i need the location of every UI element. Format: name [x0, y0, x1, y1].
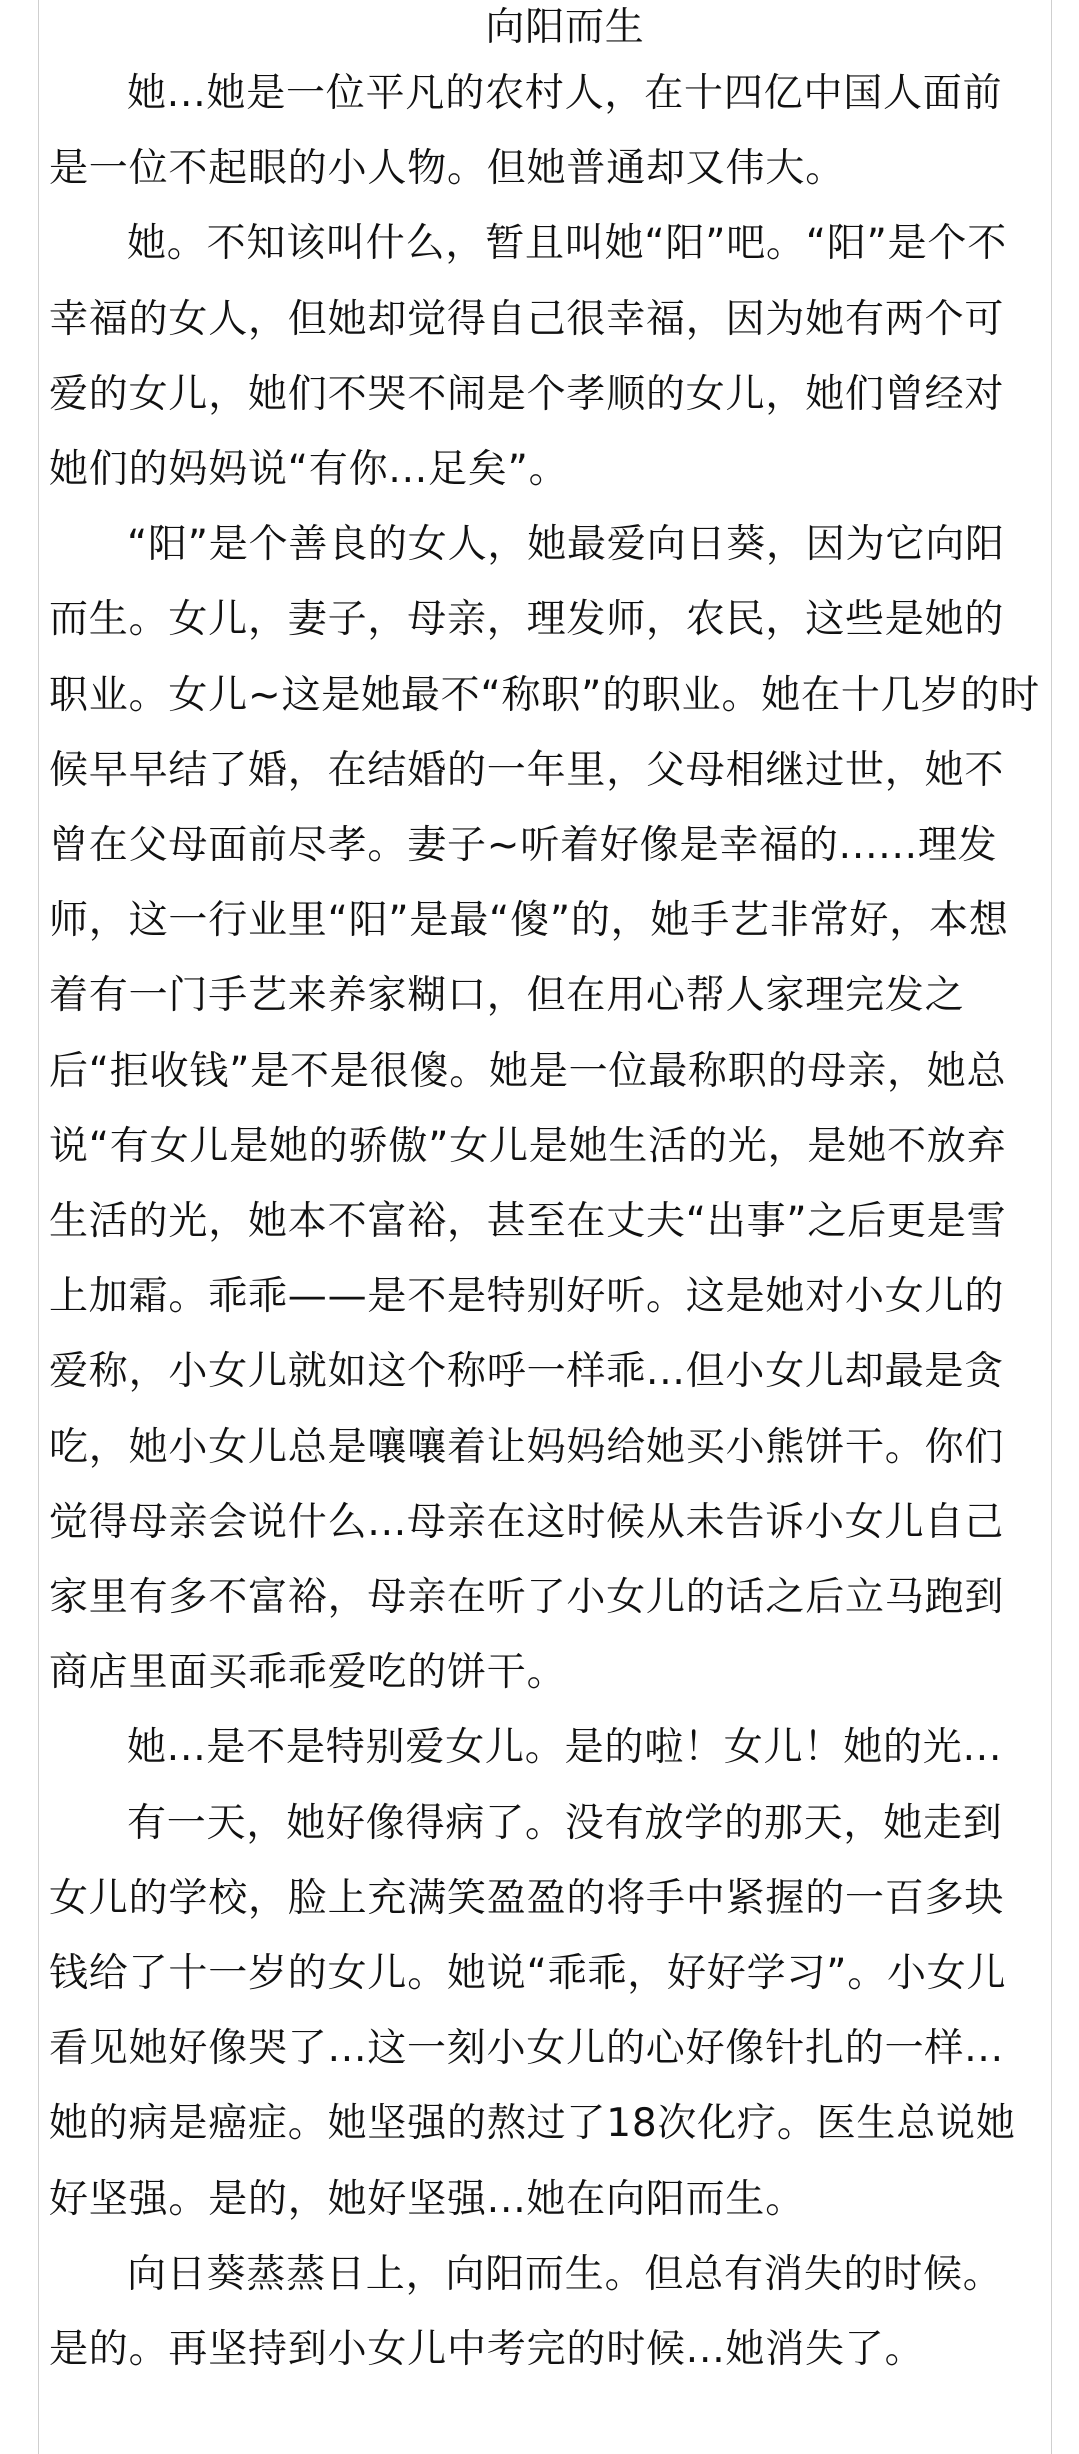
article-title: 向阳而生 [485, 5, 645, 50]
paragraph-2: 她。不知该叫什么，暂且叫她“阳”吧。“阳”是个不幸福的女人，但她却觉得自己很幸福，因为她有两个可爱的女儿，她们不哭不闹是个孝顺的女儿，她们曾经对她们的妈妈说“有你...足矣”。 [49, 221, 1008, 493]
paragraph-3: “阳”是个善良的女人，她最爱向日葵，因为它向阳而生。女儿，妻子，母亲，理发师，农民，这些是她的职业。女儿~这是她最不“称职”的职业。她在十几岁的时候早早结了婚，在结婚的一年里，父母相继过世，她不曾在父母面前尽孝。妻子~听着好像是幸福的......理发师，这一行业里“阳”是最“傻”的，她手艺非常好，本想着有一门手艺来养家糊口，但在用心帮人家理完发之后“拒收钱”是不是很傻。她是一位最称职的母亲，她总说“有女儿是她的骄傲”女儿是她生活的光，是她不放弃生活的光，她本不富裕，甚至在丈夫“出事”之后更是雪上加霜。乖乖——是不是特别好听。这是她对小女儿的爱称，小女儿就如这个称呼一样乖...但小女儿却最是贪吃，她小女儿总是嚷嚷着让妈妈给她买小熊饼干。你们觉得母亲会说什么...母亲在这时候从未告诉小女儿自己家里有多不富裕，母亲在听了小女儿的话之后立马跑到商店里面买乖乖爱吃的饼干。 [49, 522, 1040, 1696]
paragraph-4: 她...是不是特别爱女儿。是的啦！女儿！她的光... [127, 1725, 1003, 1771]
paragraph-5: 有一天，她好像得病了。没有放学的那天，她走到女儿的学校，脸上充满笑盈盈的将手中紧握的一百多块钱给了十一岁的女儿。她说“乖乖，好好学习”。小女儿看见她好像哭了...这一刻小女儿的心好像针扎的一样...她的病是癌症。她坚强的熬过了18次化疗。医生总说她好坚强。是的，她好坚强...她在向阳而生。 [49, 1800, 1016, 2222]
article-body [49, 0, 1041, 2387]
paragraph-6: 向日葵蒸蒸日上，向阳而生。但总有消失的时候。是的。再坚持到小女儿中考完的时候...她消失了。 [49, 2251, 1003, 2373]
page-frame [38, 0, 1052, 2454]
paragraph-1: 她...她是一位平凡的农村人，在十四亿中国人面前是一位不起眼的小人物。但她普通却又伟大。 [49, 71, 1003, 192]
